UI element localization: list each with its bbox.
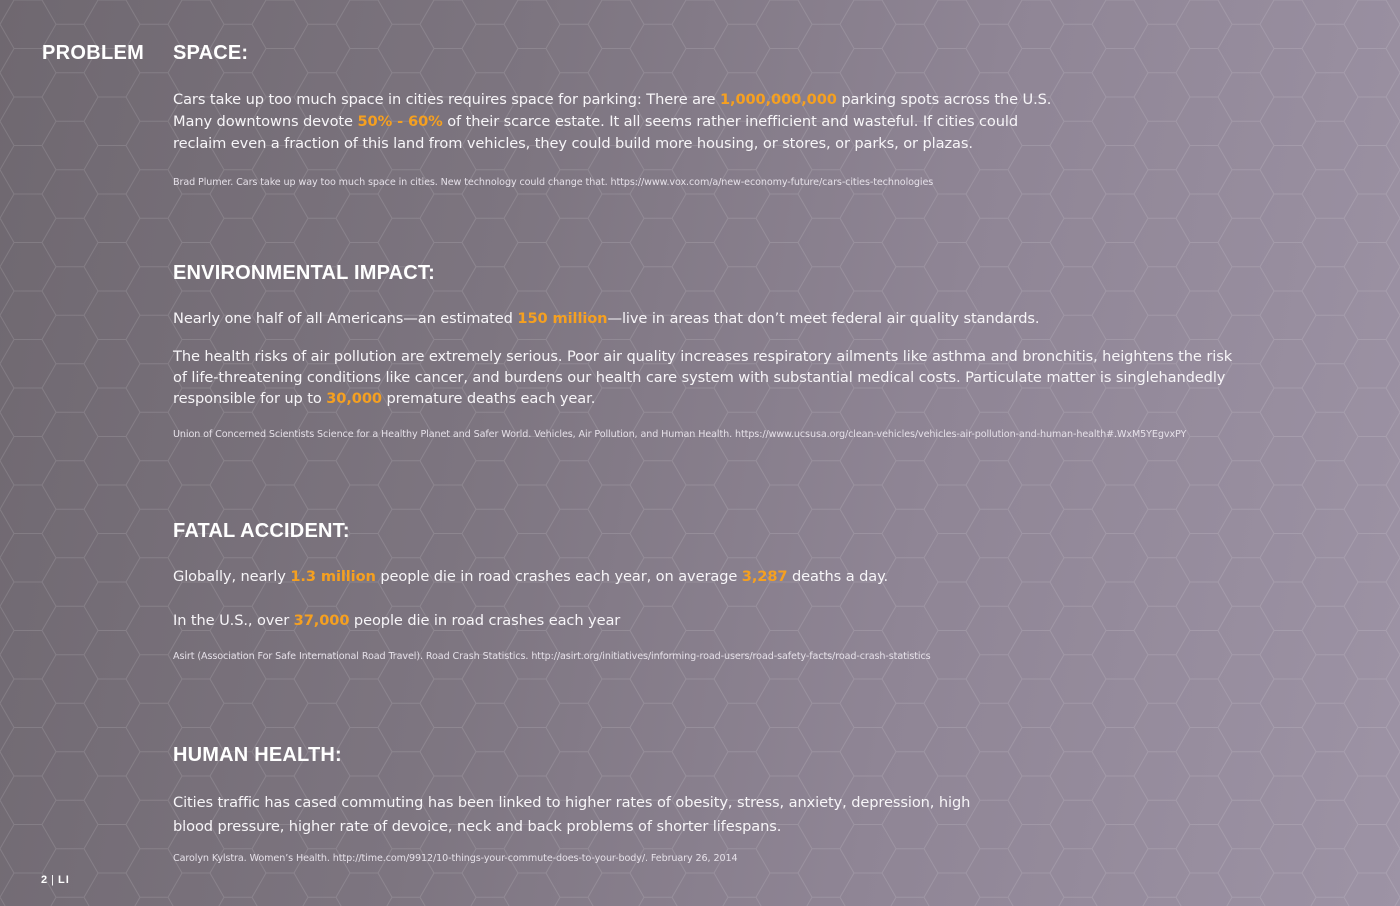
section-paragraph (173, 89, 1073, 155)
paragraph-text: Globally, nearly (173, 568, 291, 585)
section-paragraph (173, 309, 1243, 329)
highlighted-statistic: 37,000 (293, 612, 350, 629)
section-space (173, 42, 1073, 188)
section-human-health (173, 744, 973, 864)
citation: Union of Concerned Scientists Science for a Healthy Planet and Safer World. Vehicles, Air Pollution, and Human Health. https://www.ucsusa.org/clean-vehicles/vehicles-air-pollution-and-human-health#.WxM5YEgvxPY (173, 429, 1187, 440)
section-heading: ENVIRONMENTAL IMPACT: (173, 262, 435, 284)
paragraph-text: Cities traffic has cased commuting has been linked to higher rates of obesity, stress, anxiety, depression, high blood pressure, higher rate of devoice, neck and back problems of shorter lifespans. (173, 794, 971, 835)
section-heading: HUMAN HEALTH: (173, 744, 342, 766)
highlighted-statistic: 30,000 (326, 390, 382, 407)
paragraph-text: Cars take up too much space in cities requires space for parking: There are (173, 91, 720, 108)
footer-separator: | (51, 874, 55, 886)
author-initials: LI (57, 874, 70, 886)
highlighted-statistic: 50% - 60% (357, 113, 443, 130)
highlighted-statistic: 3,287 (741, 568, 788, 585)
paragraph-text: In the U.S., over (173, 612, 294, 629)
citation: Brad Plumer. Cars take up way too much space in cities. New technology could change that. https://www.vox.com/a/new-economy-future/cars-cities-technologies (173, 177, 934, 188)
highlighted-statistic: 150 million (517, 310, 608, 327)
citation: Carolyn Kylstra. Women’s Health. http://time.com/9912/10-things-your-commute-does-to-your-body/. February 26, 2014 (173, 853, 738, 864)
paragraph-text: people die in road crashes each year, on average (375, 568, 742, 585)
citation: Asirt (Association For Safe International Road Travel). Road Crash Statistics. http://asirt.org/initiatives/informing-road-users/road-safety-facts/road-crash-statistics (173, 651, 931, 662)
section-paragraph (173, 567, 1173, 587)
section-paragraph (173, 791, 973, 839)
paragraph-text: deaths a day. (787, 568, 889, 585)
highlighted-statistic: 1.3 million (290, 568, 376, 585)
section-paragraph (173, 346, 1243, 409)
paragraph-text: —live in areas that don’t meet federal air quality standards. (607, 310, 1040, 327)
paragraph-text: premature deaths each year. (381, 390, 596, 407)
highlighted-statistic: 1,000,000,000 (719, 91, 837, 108)
section-paragraph (173, 611, 1173, 631)
page-label: PROBLEM (42, 42, 145, 64)
paragraph-text: Nearly one half of all Americans—an estimated (173, 310, 518, 327)
paragraph-text: people die in road crashes each year (349, 612, 621, 629)
paragraph-text: parking spots across the U.S. Many downtowns devote (173, 91, 1052, 130)
section-heading: FATAL ACCIDENT: (173, 520, 350, 542)
paragraph-text: of their scarce estate. It all seems rather inefficient and wasteful. If cities could reclaim even a fraction of this land from vehicles, they could build more housing, or stores, or parks, or plazas. (173, 113, 1019, 152)
section-environmental-impact (173, 262, 1243, 440)
page-footer (41, 874, 70, 886)
paragraph-text: The health risks of air pollution are extremely serious. Poor air quality increases respiratory ailments like asthma and bronchitis, heightens the risk of life-threatening conditions like cancer, and burdens our health care system with substantial medical costs. Particulate matter is singlehandedly responsible for up to (173, 348, 1233, 407)
page-number: 2 (41, 874, 49, 886)
section-fatal-accident (173, 520, 1173, 662)
section-heading: SPACE: (173, 42, 249, 64)
